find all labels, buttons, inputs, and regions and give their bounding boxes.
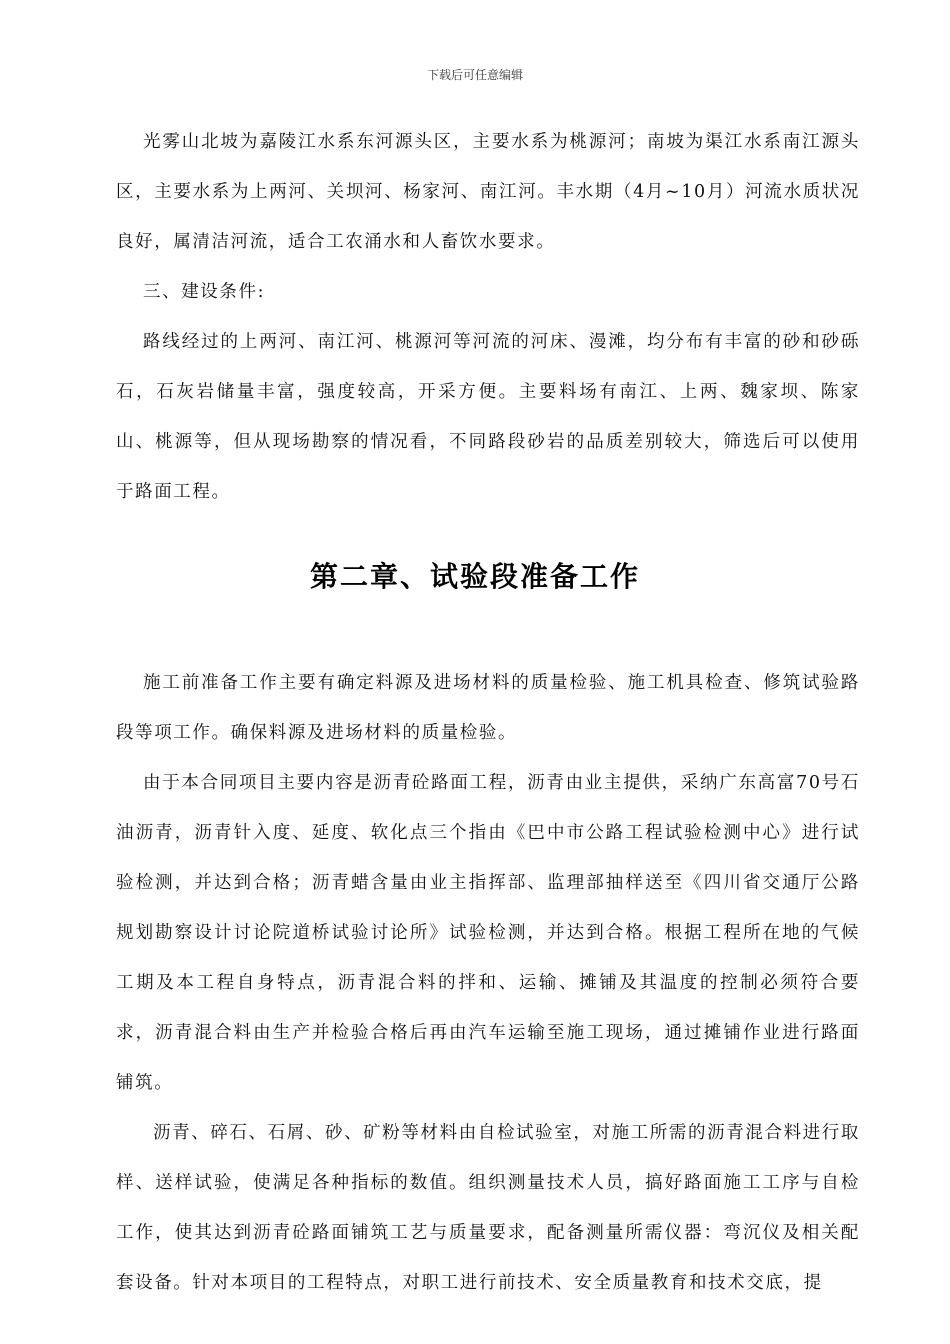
section-2-text — [116, 658, 860, 1308]
paragraph-materials: 路线经过的上两河、南江河、桃源河等河流的河床、漫滩，均分布有丰富的砂和砂砾石，石灰岩储量丰富，强度较高，开采方便。主要料场有南江、上两、魏家坝、陈家山、桃源等，但从现场勘察的情况看，不同路段砂岩的品质差别较大，筛选后可以使用于路面工程。 — [116, 332, 860, 502]
paragraph-asphalt-testing: 由于本合同项目主要内容是沥青砼路面工程，沥青由业主提供，采纳广东高富70号石油沥青，沥青针入度、延度、软化点三个指由《巴中市公路工程试验检测中心》进行试验检测，并达到合格；沥青蜡含量由业主指挥部、监理部抽样送至《四川省交通厅公路规划勘察设计讨论院道桥试验讨论所》试验检测，并达到合格。根据工程所在地的气候工期及本工程自身特点，沥青混合料的拌和、运输、摊铺及其温度的控制必须符合要求，沥青混合料由生产并检验合格后再由汽车运输至施工现场，通过摊铺作业进行路面铺筑。 — [116, 773, 860, 1093]
chapter-title: 第二章、试验段准备工作 — [309, 560, 640, 593]
paragraph-materials-testing: 沥青、碎石、石屑、砂、矿粉等材料由自检试验室，对施工所需的沥青混合料进行取样、送样试验，使满足各种指标的数值。组织测量技术人员，搞好路面施工工序与自检工作，使其达到沥青砼路面铺筑工艺与质量要求，配备测量所需仪器：弯沉仪及相关配套设备。针对本项目的工程特点，对职工进行前技术、安全质量教育和技术交底，提 — [116, 1123, 860, 1293]
section-1-text — [116, 117, 860, 517]
paragraph-preparation: 施工前准备工作主要有确定料源及进场材料的质量检验、施工机具检查、修筑试验路段等项工作。确保料源及进场材料的质量检验。 — [116, 673, 860, 743]
page-header-note: 下载后可任意编辑 — [426, 68, 523, 82]
paragraph-water-system: 光雾山北坡为嘉陵江水系东河源头区，主要水系为桃源河；南坡为渠江水系南江源头区，主要水系为上两河、关坝河、杨家河、南江河。丰水期（4月~10月）河流水质状况良好，属清洁河流，适合工农涌水和人畜饮水要求。 — [116, 132, 860, 252]
subheading-construction-conditions: 三、建设条件: — [143, 282, 266, 302]
